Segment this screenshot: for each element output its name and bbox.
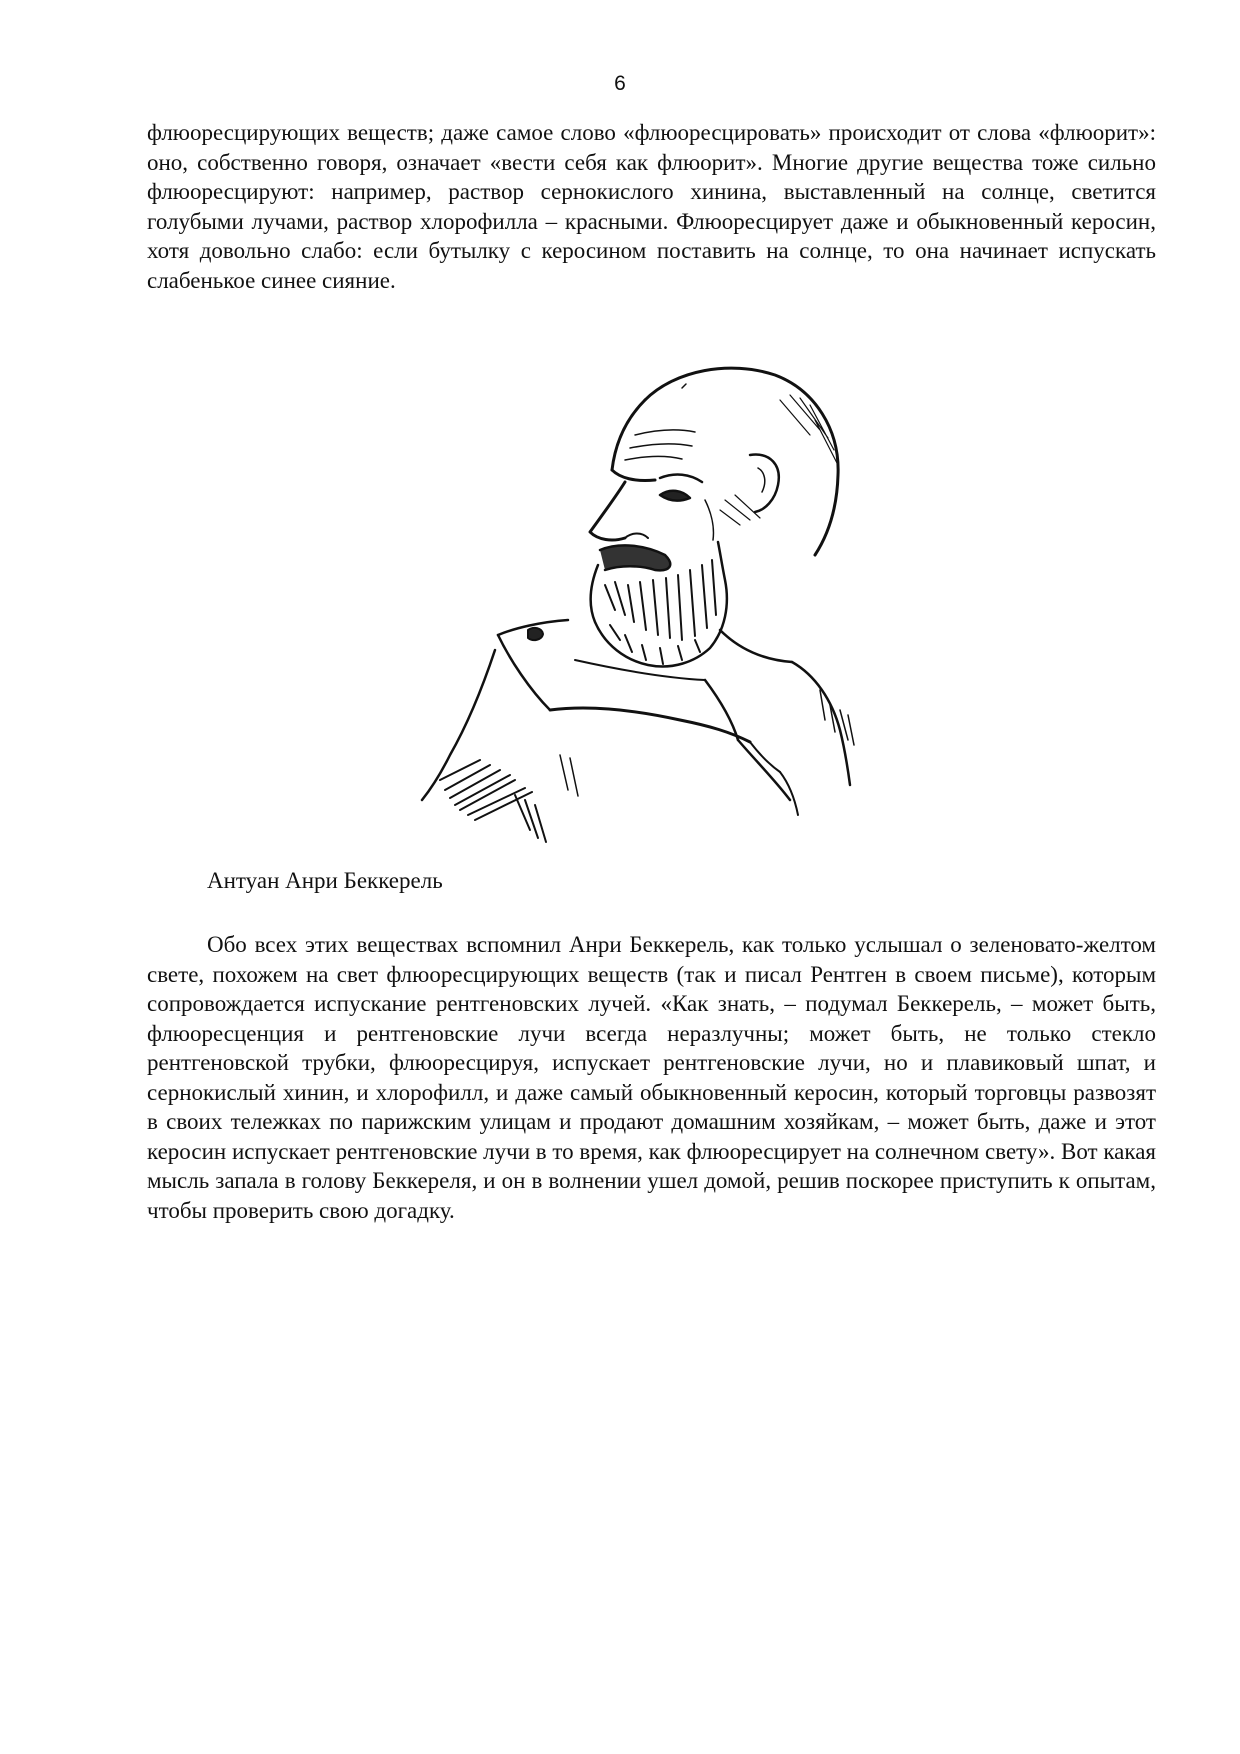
- page-number: 6: [614, 72, 626, 95]
- paragraph-becquerel: Обо всех этих веществах вспомнил Анри Беккерель, как только услышал о зеленовато-желтом свете, похожем на свет флюоресцирующих веществ (так и писал Рентген в своем письме), которым сопровождается испускание рентгеновских лучей. «Как знать, – подумал Беккерель, – может быть, флюоресценция и рентгеновские лучи всегда неразлучны; может быть, не только стекло рентгеновской трубки, флюоресцируя, испускает рентгеновские лучи, но и плавиковый шпат, и сернокислый хинин, и хлорофилл, и даже самый обыкновенный керосин, который торговцы развозят в своих тележках по парижским улицам и продают домашним хозяйкам, – может быть, даже и этот керосин испускает рентгеновские лучи в то время, как флюоресцирует на солнечном свету». Вот какая мысль запала в голову Беккереля, и он в волнении ушел домой, решив поскорее приступить к опытам, чтобы проверить свою догадку.: [147, 932, 1156, 1223]
- paragraph-fluorescence: флюоресцирующих веществ; даже самое слово «флюоресцировать» происходит от слова «флюорит»: оно, собственно говоря, означает «вести себя как флюорит». Многие другие вещества тоже сильно флюоресцируют: например, раствор сернокислого хинина, выставленный на солнце, светится голубыми лучами, раствор хлорофилла – красными. Флюоресцирует даже и обыкновенный керосин, хотя довольно слабо: если бутылку с керосином поставить на солнце, то она начинает испускать слабенькое синее сияние.: [147, 120, 1156, 293]
- figure-caption: Антуан Анри Беккерель: [207, 868, 443, 893]
- portrait-figure: [420, 360, 940, 850]
- becquerel-portrait-sketch: [420, 360, 940, 850]
